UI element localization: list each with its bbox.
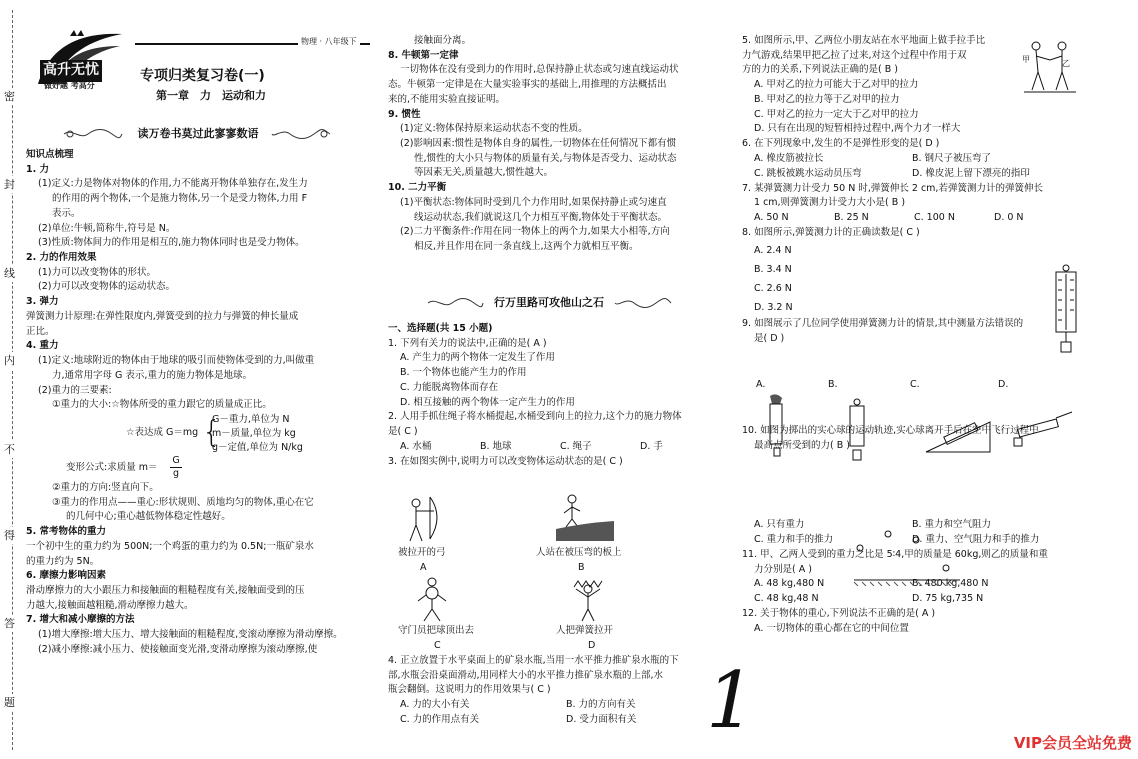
q2-option: C. 绳子 bbox=[560, 440, 592, 452]
q11-stem-line: 11. 甲、乙两人受到的重力之比是 5∶4,甲的质量是 60kg,则乙的质量和重 bbox=[742, 548, 1048, 560]
ornament-left-icon bbox=[426, 297, 484, 309]
knowledge-line: 力越大,接触面越粗糙,滑动摩擦力越大。 bbox=[26, 599, 194, 611]
q6-option: D. 橡皮泥上留下漂亮的指印 bbox=[912, 167, 1030, 179]
knowledge-line: (2)影响因素:惯性是物体自身的属性,一切物体在任何情况下都有惯 bbox=[400, 138, 677, 150]
knowledge-line: 态。牛顿第一定律是在大量实验事实的基础上,用推理的方法概括出 bbox=[388, 79, 667, 91]
q11-option: C. 48 kg,48 N bbox=[754, 593, 819, 605]
q5-stem-line: 方的力的关系,下列说法正确的是( B ) bbox=[742, 64, 898, 76]
knowledge-line: 正比。 bbox=[26, 325, 55, 337]
q6-stem: 6. 在下列现象中,发生的不是弹性形变的是( D ) bbox=[742, 138, 940, 150]
q4-option-row bbox=[388, 698, 728, 713]
knowledge-line: 1. 力 bbox=[26, 163, 50, 175]
quiz-column-2 bbox=[388, 322, 728, 469]
q3-stem: 3. 在如图实例中,说明力可以改变物体运动状态的是( C ) bbox=[388, 455, 623, 467]
knowledge-line: 的重力约为 5N。 bbox=[26, 555, 100, 567]
spring-scale-icon bbox=[1052, 264, 1080, 354]
q9-fig-b-icon bbox=[844, 398, 870, 462]
q10-stem-line: 最高点所受到的力( B ) bbox=[754, 440, 850, 452]
q1-option: A. 产生力的两个物体一定发生了作用 bbox=[400, 352, 555, 364]
knowledge-line: 8. 牛顿第一定律 bbox=[388, 49, 459, 61]
q6-option: A. 橡皮筋被拉长 bbox=[754, 152, 824, 164]
knowledge-line: (2)二力平衡条件:作用在同一物体上的两个力,如果大小相等,方向 bbox=[400, 226, 670, 238]
q9-figure-label: B. bbox=[828, 379, 838, 391]
formula-expression: ☆表达成 G＝mg bbox=[126, 426, 199, 438]
section2-banner: 行万里路可攻他山之石 bbox=[494, 296, 604, 309]
board-figure-icon bbox=[554, 493, 616, 543]
q5-stem-line: 力气游戏,结果甲把乙拉了过来,对这个过程中作用于双 bbox=[742, 49, 967, 61]
knowledge-line: 一切物体在没有受到力的作用时,总保持静止状态或匀速直线运动状 bbox=[400, 64, 679, 76]
knowledge-line: 接触面分离。 bbox=[414, 35, 472, 46]
q7-option-row bbox=[742, 211, 1082, 226]
q2-option: A. 水桶 bbox=[400, 440, 432, 452]
knowledge-line: (2)力可以改变物体的运动状态。 bbox=[38, 281, 175, 293]
formula-item: g－定值,单位为 N/kg bbox=[212, 441, 303, 453]
knowledge-line: 7. 增大和减小摩擦的方法 bbox=[26, 614, 135, 626]
q4-block bbox=[388, 654, 728, 728]
q2-stem-cont: 是( C ) bbox=[388, 426, 418, 438]
q9-stem-line: 是( D ) bbox=[754, 332, 785, 344]
knowledge-line: (1)增大摩擦:增大压力、增大接触面的粗糙程度,变滚动摩擦为滑动摩擦。 bbox=[38, 629, 343, 641]
knowledge-line: ②重力的方向:竖直向下。 bbox=[52, 481, 159, 493]
q3-fig-c-caption: 守门员把球顶出去 bbox=[398, 625, 475, 636]
q11-stem-line: 力分别是( A ) bbox=[754, 563, 812, 575]
q7-stem-line: 7. 某弹簧测力计受力 50 N 时,弹簧伸长 2 cm,若弹簧测力计的弹簧伸长 bbox=[742, 182, 1043, 194]
knowledge-line: (3)性质:物体间力的作用是相互的,施力物体同时也是受力物体。 bbox=[38, 237, 305, 249]
ornament-right-icon bbox=[270, 128, 332, 140]
q8-option: C. 2.6 N bbox=[754, 282, 792, 294]
knowledge-line: 等因素无关,质量越大,惯性越大。 bbox=[414, 167, 554, 179]
binding-char: 题 bbox=[4, 694, 15, 711]
q9-stem-line: 9. 如图展示了几位同学使用弹簧测力计的情景,其中测量方法错误的 bbox=[742, 317, 1024, 329]
q5-label-jia: 甲 bbox=[1022, 55, 1030, 64]
knowledge-line: (1)定义:地球附近的物体由于地球的吸引而使物体受到的力,叫做重 bbox=[38, 355, 315, 367]
binding-char: 封 bbox=[4, 176, 15, 193]
knowledge-line: 一个初中生的重力约为 500N;一个鸡蛋的重力约为 0.5N;一瓶矿泉水 bbox=[26, 540, 314, 552]
ball-trajectory-icon bbox=[852, 526, 962, 586]
q9-figure-label: A. bbox=[756, 379, 766, 391]
q5-option: A. 甲对乙的拉力可能大于乙对甲的拉力 bbox=[754, 79, 919, 91]
knowledge-column-1 bbox=[26, 148, 366, 658]
q5-option: C. 甲对乙的拉力一定大于乙对甲的拉力 bbox=[754, 108, 919, 120]
q4-option: C. 力的作用点有关 bbox=[400, 714, 480, 726]
q12-option: A. 一切物体的重心都在它的中间位置 bbox=[754, 622, 909, 634]
q4-option: B. 力的方向有关 bbox=[566, 699, 636, 711]
q6-option-row bbox=[742, 167, 1082, 182]
knowledge-line: (2)单位:牛顿,简称牛,符号是 N。 bbox=[38, 222, 176, 234]
knowledge-line: 力,通常用字母 G 表示,重力的施力物体是地球。 bbox=[52, 369, 252, 381]
q4-option: D. 受力面积有关 bbox=[566, 714, 637, 726]
knowledge-line: 滑动摩擦力的大小跟压力和接触面的粗糙程度有关,接触面受到的压 bbox=[26, 584, 305, 596]
q6-option-row bbox=[742, 152, 1082, 167]
q7-option: B. 25 N bbox=[834, 212, 869, 224]
fraction-numerator: G bbox=[170, 455, 182, 468]
q9-figure-label: D. bbox=[998, 379, 1009, 391]
q12-stem: 12. 关于物体的重心,下列说法不正确的是( A ) bbox=[742, 608, 936, 620]
formula-brace: { bbox=[202, 414, 222, 450]
gravity-formula bbox=[26, 413, 366, 455]
q3-fig-b-letter: B bbox=[578, 562, 585, 573]
q6-option: C. 跳板被跳水运动员压弯 bbox=[754, 167, 862, 179]
spring-figure-icon bbox=[570, 577, 606, 623]
knowledge-line: 来的,不能用实验直接证明。 bbox=[388, 93, 506, 105]
goalkeeper-figure-icon bbox=[414, 577, 452, 623]
knowledge-column-2 bbox=[388, 34, 728, 255]
q10-option: B. 重力和空气阻力 bbox=[912, 518, 992, 530]
q5-option: B. 甲对乙的拉力等于乙对甲的拉力 bbox=[754, 93, 900, 105]
q11-option: B. 480 kg,480 N bbox=[912, 578, 989, 590]
q9-figure-label: C. bbox=[910, 379, 920, 391]
binding-char: 答 bbox=[4, 615, 15, 632]
variant-text: 变形公式:求质量 m＝ bbox=[66, 461, 158, 473]
q9-fig-d-icon bbox=[1010, 408, 1074, 454]
logo-text: 高升无忧 bbox=[40, 60, 102, 82]
q3-fig-b-caption: 人站在被压弯的板上 bbox=[536, 547, 622, 558]
binding-char: 不 bbox=[4, 441, 15, 458]
q7-option: D. 0 N bbox=[994, 212, 1024, 224]
q11-option: A. 48 kg,480 N bbox=[754, 578, 825, 590]
page-number: 1 bbox=[706, 656, 756, 746]
knowledge-line: 2. 力的作用效果 bbox=[26, 252, 97, 264]
section1-banner: 读万卷书莫过此寥寥数语 bbox=[137, 127, 259, 140]
q8-stem: 8. 如图所示,弹簧测力计的正确读数是( C ) bbox=[742, 227, 920, 239]
knowledge-line: (1)平衡状态:物体同时受到几个力作用时,如果保持静止或匀速直 bbox=[400, 196, 667, 208]
q2-option: B. 地球 bbox=[480, 440, 512, 452]
formula-item: G－重力,单位为 N bbox=[212, 413, 290, 425]
q4-stem-line: 4. 正立放置于水平桌面上的矿泉水瓶,当用一水平推力推矿泉水瓶的下 bbox=[388, 655, 679, 666]
binding-char: 内 bbox=[4, 352, 15, 369]
q8-option: A. 2.4 N bbox=[754, 244, 792, 256]
knowledge-line: 4. 重力 bbox=[26, 340, 59, 352]
knowledge-line: 6. 摩擦力影响因素 bbox=[26, 570, 107, 582]
formula-variant bbox=[26, 455, 366, 481]
knowledge-line: ③重力的作用点——重心:形状规则、质地均匀的物体,重心在它 bbox=[52, 496, 314, 508]
knowledge-line: 表示。 bbox=[52, 207, 81, 219]
q9-fig-a-icon bbox=[764, 394, 788, 460]
q4-option: A. 力的大小有关 bbox=[400, 699, 470, 711]
binding-char: 得 bbox=[4, 527, 15, 544]
q10-option: A. 只有重力 bbox=[754, 518, 805, 530]
fraction-denominator: g bbox=[172, 467, 180, 479]
q10-option: D. 重力、空气阻力和手的推力 bbox=[912, 533, 1040, 545]
knowledge-line: 5. 常考物体的重力 bbox=[26, 526, 107, 538]
q11-option: D. 75 kg,735 N bbox=[912, 593, 984, 605]
knowledge-line: 9. 惯性 bbox=[388, 108, 421, 120]
knowledge-line: 的几何中心;重心越低物体稳定性越好。 bbox=[66, 511, 231, 523]
fraction bbox=[170, 455, 182, 480]
q4-option-row bbox=[388, 713, 728, 728]
q5-stem-line: 5. 如图所示,甲、乙两位小朋友站在水平地面上做手拉手比 bbox=[742, 35, 986, 46]
q7-stem-line: 1 cm,则弹簧测力计受力大小是( B ) bbox=[754, 197, 906, 209]
knowledge-line: 相反,并且作用在同一条直线上,这两个力就相互平衡。 bbox=[414, 241, 639, 253]
binding-char: 线 bbox=[4, 265, 15, 282]
ornament-right-icon bbox=[614, 297, 672, 309]
q9-fig-c-icon bbox=[924, 408, 992, 454]
subject-label: 物理 · 八年级下 bbox=[298, 36, 360, 48]
q10-stem-line: 10. 如图为掷出的实心球的运动轨迹,实心球离开手后在空中飞行过程中 bbox=[742, 425, 1039, 437]
q5-option: D. 只有在出现的短暂相持过程中,两个力才一样大 bbox=[754, 123, 961, 135]
q7-option: C. 100 N bbox=[914, 212, 955, 224]
q5-label-yi: 乙 bbox=[1062, 59, 1070, 68]
page-title: 专项归类复习卷(一) bbox=[140, 68, 265, 84]
knowledge-line: 线运动状态,我们就说这几个力相互平衡,物体处于平衡状态。 bbox=[414, 211, 668, 223]
knowledge-line: 弹簧测力计原理:在弹性限度内,弹簧受到的拉力与弹簧的伸长量成 bbox=[26, 310, 299, 322]
knowledge-heading: 知识点梳理 bbox=[26, 149, 74, 160]
knowledge-line: (2)减小摩擦:减小压力、使接触面变光滑,变滑动摩擦为滚动摩擦,使 bbox=[38, 643, 318, 655]
q3-fig-a-caption: 被拉开的弓 bbox=[398, 547, 446, 558]
vip-watermark: VIP会员全站免费 bbox=[1013, 733, 1132, 752]
chapter-title: 第一章 力 运动和力 bbox=[156, 89, 266, 102]
q1-option: B. 一个物体也能产生力的作用 bbox=[400, 367, 527, 379]
q3-fig-d-caption: 人把弹簧拉开 bbox=[556, 625, 614, 636]
q2-option: D. 手 bbox=[640, 440, 663, 452]
q7-option: A. 50 N bbox=[754, 212, 789, 224]
q3-fig-d-letter: D bbox=[588, 640, 596, 651]
q2-stem: 2. 人用手抓住绳子将水桶提起,水桶受到向上的拉力,这个力的施力物体 bbox=[388, 411, 682, 423]
q10-figure-space bbox=[742, 454, 1082, 518]
q3-fig-a-letter: A bbox=[420, 562, 427, 573]
ornament-left-icon bbox=[62, 128, 124, 140]
q1-option: D. 相互接触的两个物体一定产生力的作用 bbox=[400, 396, 575, 408]
q8-option: B. 3.4 N bbox=[754, 263, 792, 275]
knowledge-line: (1)定义:物体保持原来运动状态不变的性质。 bbox=[400, 123, 588, 135]
logo-slogan: 做好题 考高分 bbox=[44, 81, 95, 90]
q4-stem-line: 瓶会翻倒。这说明力的作用效果与( C ) bbox=[388, 684, 551, 696]
q10-option: C. 重力和手的推力 bbox=[754, 533, 834, 545]
q3-fig-c-letter: C bbox=[434, 640, 441, 651]
knowledge-line: (1)定义:力是物体对物体的作用,力不能离开物体单独存在,发生力 bbox=[38, 178, 308, 190]
knowledge-line: 性,惯性的大小只与物体的质量有关,与物体是否受力、运动状态 bbox=[414, 152, 677, 164]
knowledge-line: ①重力的大小:☆物体所受的重力跟它的质量成正比。 bbox=[52, 399, 272, 411]
archer-figure-icon bbox=[404, 495, 444, 543]
q8-option: D. 3.2 N bbox=[754, 301, 793, 313]
quiz-heading: 一、选择题(共 15 小题) bbox=[388, 323, 493, 334]
formula-item: m－质量,单位为 kg bbox=[212, 427, 296, 439]
knowledge-line: 的作用的两个物体,一个是施力物体,另一个是受力物体,力用 F bbox=[52, 193, 308, 205]
q6-option: B. 钢尺子被压弯了 bbox=[912, 152, 992, 164]
q4-stem-line: 部,水瓶会沿桌面滑动,用同样大小的水平推力推矿泉水瓶的上部,水 bbox=[388, 669, 664, 681]
q1-stem: 1. 下列有关力的说法中,正确的是( A ) bbox=[388, 337, 547, 349]
binding-line bbox=[12, 10, 13, 750]
q11-option-row bbox=[742, 592, 1082, 607]
knowledge-line: (1)力可以改变物体的形状。 bbox=[38, 266, 156, 278]
knowledge-line: 10. 二力平衡 bbox=[388, 182, 447, 194]
knowledge-line: (2)重力的三要素: bbox=[38, 384, 112, 396]
knowledge-line: 3. 弹力 bbox=[26, 296, 59, 308]
q1-option: C. 力能脱离物体而存在 bbox=[400, 381, 499, 393]
binding-char: 密 bbox=[4, 88, 15, 105]
